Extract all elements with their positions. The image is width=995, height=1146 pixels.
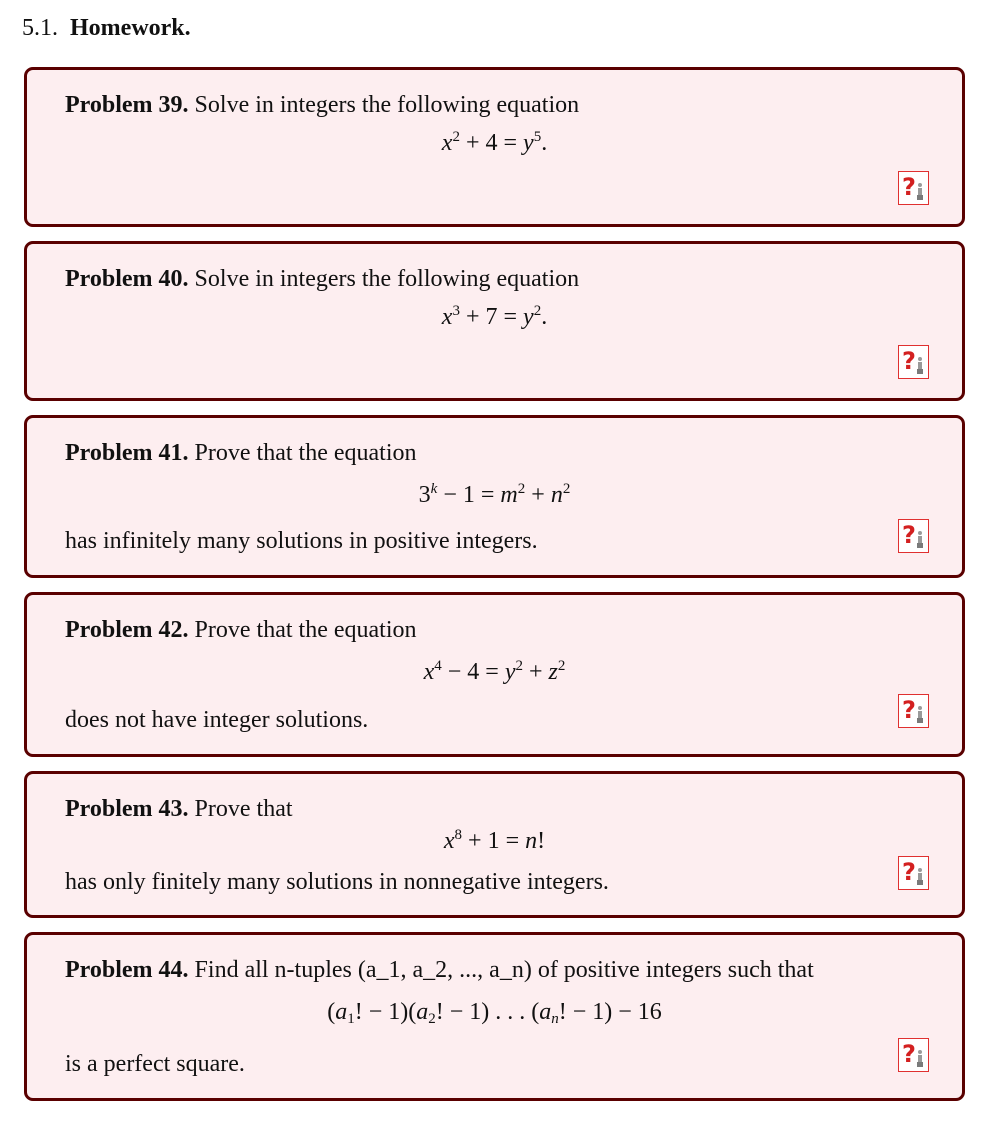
question-mark-glyph [899,857,927,888]
question-mark: ? [902,1040,916,1068]
problem-equation: $x^8 + 1 = n$! [443,827,546,854]
problem-text: Prove that the equation [194,617,417,643]
problem-label: Problem 39. [65,92,189,118]
problem-text: Find all n-tuples (a_1, a_2, ..., a_n) of positive integers such that [194,957,814,983]
question-mark: ? [902,347,916,375]
section-title: Homework. [70,15,191,41]
question-mark-glyph [899,695,927,726]
problem-statement [65,615,417,645]
problem-label: Problem 44. [65,957,189,983]
problem-equation: $x^3 + 7 = y^2$. [441,303,548,330]
problem-label: Problem 43. [65,796,189,822]
question-mark: ? [902,858,916,886]
question-mark-glyph [899,1039,927,1070]
problem-text: Prove that the equation [194,440,417,466]
help-question-icon[interactable] [898,345,929,379]
problem-followup: does not have integer solutions. [65,707,369,733]
section-number: 5.1. [22,15,58,41]
section-heading [22,12,191,44]
figure-glyph [917,706,923,723]
problem-label: Problem 42. [65,617,189,643]
problem-box-42 [24,592,965,757]
problem-box-40 [24,241,965,401]
problem-statement [65,955,814,985]
help-question-icon[interactable] [898,694,929,728]
figure-glyph [917,868,923,885]
problem-text: Solve in integers the following equation [194,92,580,118]
problem-followup: is a perfect square. [65,1051,245,1077]
problem-equation: $3^k - 1 = m^2 + n^2$ [418,481,571,508]
problem-statement [65,264,579,294]
question-mark: ? [902,696,916,724]
figure-glyph [917,357,923,374]
problem-text: Prove that [194,796,293,822]
problem-label: Problem 40. [65,266,189,292]
question-mark-glyph [899,172,927,203]
figure-glyph [917,1050,923,1067]
help-question-icon[interactable] [898,856,929,890]
problem-box-41 [24,415,965,578]
help-question-icon[interactable] [898,519,929,553]
question-mark-glyph [899,520,927,551]
problem-text: Solve in integers the following equation [194,266,580,292]
problem-equation: $x^4 - 4 = y^2 + z^2$ [423,658,566,685]
problem-followup: has only finitely many solutions in nonnegative integers. [65,869,609,895]
question-mark: ? [902,521,916,549]
problem-followup: has infinitely many solutions in positive integers. [65,528,538,554]
figure-glyph [917,531,923,548]
question-mark: ? [902,173,916,201]
problem-statement [65,794,293,824]
problem-equation: ($a_1$! − $1)(a_2$! − 1) . . . ($a_n$! − 1) − 16 [327,999,662,1027]
question-mark-glyph [899,346,927,377]
problem-equation: $x^2 + 4 = y^5$. [441,129,548,156]
problem-label: Problem 41. [65,440,189,466]
figure-glyph [917,183,923,200]
problem-statement [65,90,579,120]
help-question-icon[interactable] [898,171,929,205]
problem-box-44 [24,932,965,1101]
problem-statement [65,438,417,468]
help-question-icon[interactable] [898,1038,929,1072]
problem-box-39 [24,67,965,227]
problem-box-43 [24,771,965,918]
